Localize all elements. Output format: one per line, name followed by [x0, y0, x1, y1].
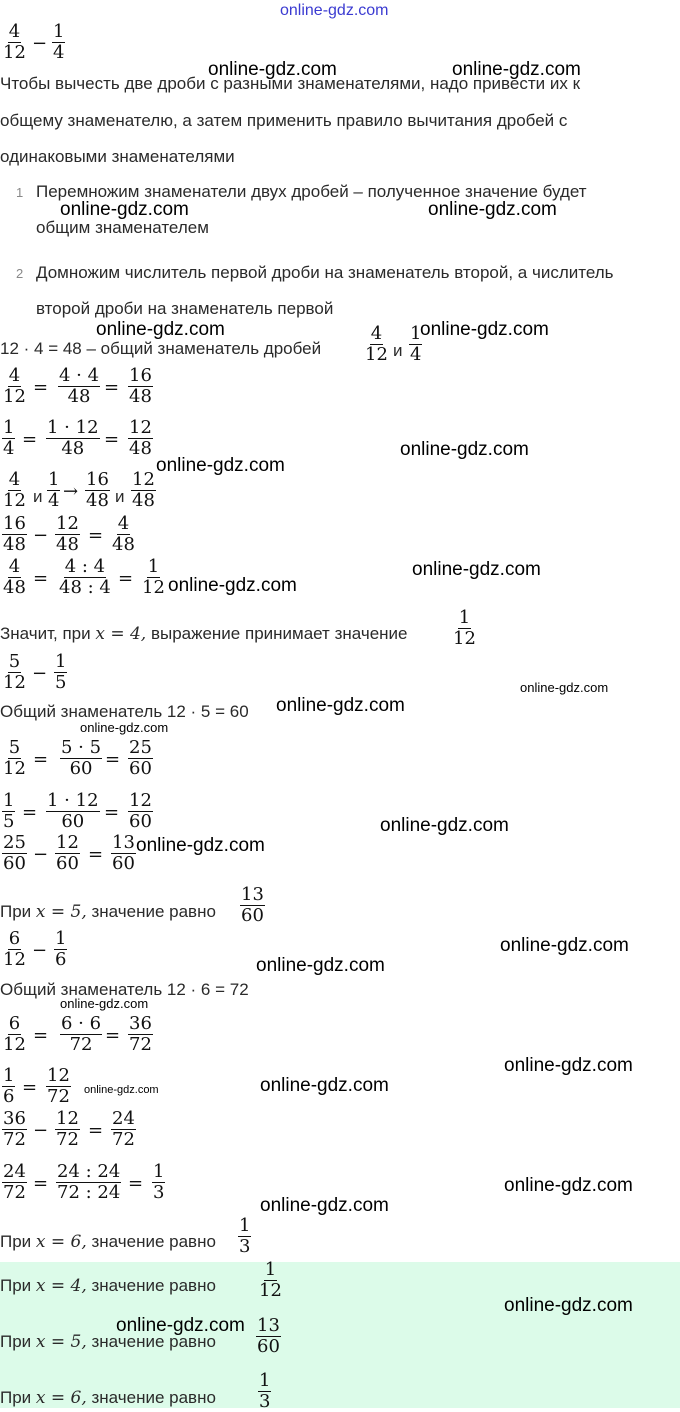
- watermark: online-gdz.com: [168, 575, 297, 596]
- equals-sign: =: [22, 1077, 38, 1098]
- fraction: 4 12: [3, 365, 26, 407]
- fraction: 1 4: [53, 21, 65, 63]
- equals-sign: =: [33, 1173, 49, 1194]
- fraction: 1 12: [453, 607, 476, 649]
- watermark: online-gdz.com: [504, 1055, 633, 1076]
- fraction: 1 12: [142, 556, 165, 598]
- watermark: online-gdz.com: [400, 439, 529, 460]
- fraction: 12 60: [129, 790, 152, 832]
- watermark: online-gdz.com: [412, 559, 541, 580]
- watermark: online-gdz.com: [116, 1315, 245, 1336]
- equals-sign: =: [105, 1025, 121, 1046]
- equals-sign: =: [33, 1025, 49, 1046]
- fraction: 12 48: [56, 513, 79, 555]
- fraction: 12 72: [47, 1065, 70, 1107]
- fraction: 1 · 12 48: [47, 417, 99, 459]
- fraction: 4 48: [112, 513, 135, 555]
- minus-sign: −: [32, 663, 48, 684]
- step-text: Перемножим знаменатели двух дробей – полученное значение будет: [36, 182, 587, 201]
- step-text: общим знаменателем: [36, 218, 209, 237]
- equals-sign: =: [104, 429, 120, 450]
- equals-sign: =: [33, 749, 49, 770]
- equals-sign: =: [118, 568, 134, 589]
- fraction: 16 48: [129, 365, 152, 407]
- watermark: online-gdz.com: [428, 199, 557, 220]
- fraction: 1 3: [259, 1370, 271, 1412]
- fraction: 1 5: [3, 790, 15, 832]
- fraction: 1 4: [3, 417, 15, 459]
- fraction: 13 60: [241, 884, 264, 926]
- answer-line: При x = 6, значение равно: [0, 1388, 216, 1408]
- fraction: 1 6: [55, 928, 67, 970]
- watermark: online-gdz.com: [60, 996, 149, 1011]
- equals-sign: =: [88, 525, 104, 546]
- watermark: online-gdz.com: [80, 720, 169, 735]
- step-text: Домножим числитель первой дроби на знаменатель второй, а числитель: [36, 263, 614, 282]
- watermark: online-gdz.com: [260, 1195, 389, 1216]
- equals-sign: =: [33, 377, 49, 398]
- fraction: 6 · 6 72: [61, 1013, 102, 1055]
- equals-sign: =: [105, 749, 121, 770]
- common-denominator-text: 12 · 4 = 48 – общий знаменатель дробей: [0, 339, 322, 358]
- fraction: 5 12: [3, 651, 26, 693]
- equals-sign: =: [33, 568, 49, 589]
- fraction: 4 : 4 48 : 4: [59, 556, 111, 598]
- fraction: 1 3: [239, 1215, 251, 1257]
- fraction: 4 · 4 48: [59, 365, 100, 407]
- fraction: 12 72: [56, 1108, 79, 1150]
- equals-sign: =: [22, 802, 38, 823]
- watermark: online-gdz.com: [504, 1175, 633, 1196]
- watermark: online-gdz.com: [420, 319, 549, 340]
- minus-sign: −: [33, 1120, 49, 1141]
- fraction: 5 · 5 60: [61, 737, 102, 779]
- common-denominator-text: Общий знаменатель 12 · 5 = 60: [0, 702, 249, 721]
- fraction: 12 48: [129, 417, 152, 459]
- fraction: 36 72: [129, 1013, 152, 1055]
- fraction: 1 5: [55, 651, 67, 693]
- equals-sign: =: [88, 844, 104, 865]
- fraction: 4 48: [3, 556, 26, 598]
- and-word: и: [33, 487, 43, 506]
- and-word: и: [115, 487, 125, 506]
- fraction: 6 12: [3, 1013, 26, 1055]
- watermark: online-gdz.com: [500, 935, 629, 956]
- equals-sign: =: [88, 1120, 104, 1141]
- intro-line-3: одинаковыми знаменателями: [0, 147, 235, 166]
- watermark: online-gdz.com: [84, 1084, 159, 1096]
- fraction: 1 6: [3, 1065, 15, 1107]
- fraction: 13 60: [257, 1315, 280, 1357]
- step-number: 1: [16, 185, 24, 200]
- fraction: 5 12: [3, 737, 26, 779]
- equals-sign: =: [22, 429, 38, 450]
- watermark: online-gdz.com: [256, 955, 385, 976]
- minus-sign: −: [33, 525, 49, 546]
- minus-sign: −: [33, 844, 49, 865]
- minus-sign: −: [32, 33, 48, 54]
- fraction: 4 12: [365, 323, 388, 365]
- conclusion-text: Значит, при x = 4, выражение принимает значение: [0, 624, 408, 644]
- watermark: online-gdz.com: [380, 815, 509, 836]
- watermark: online-gdz.com: [136, 835, 265, 856]
- fraction: 25 60: [3, 832, 26, 874]
- fraction: 1 12: [259, 1259, 282, 1301]
- watermark: online-gdz.com: [60, 199, 189, 220]
- intro-line-1: Чтобы вычесть две дроби с разными знаменателями, надо привести их к: [0, 74, 581, 93]
- watermark-top: online-gdz.com: [280, 2, 389, 19]
- fraction: 6 12: [3, 928, 26, 970]
- answer-line: При x = 4, значение равно: [0, 1276, 216, 1296]
- watermark: online-gdz.com: [156, 455, 285, 476]
- answer-line: При x = 5, значение равно: [0, 1332, 216, 1352]
- equals-sign: =: [104, 802, 120, 823]
- watermark: online-gdz.com: [208, 59, 337, 80]
- and-word: и: [393, 341, 403, 360]
- watermark: online-gdz.com: [520, 680, 609, 695]
- fraction: 36 72: [3, 1108, 26, 1150]
- fraction: 16 48: [86, 469, 109, 511]
- step-number: 2: [16, 266, 24, 281]
- result-text: При x = 5, значение равно: [0, 902, 216, 922]
- fraction: 4 12: [3, 21, 26, 63]
- fraction: 1 4: [48, 469, 60, 511]
- fraction: 12 60: [56, 832, 79, 874]
- watermark: online-gdz.com: [504, 1295, 633, 1316]
- equals-sign: =: [104, 377, 120, 398]
- step-text: второй дроби на знаменатель первой: [36, 299, 334, 318]
- common-denominator-text: Общий знаменатель 12 · 6 = 72: [0, 980, 249, 999]
- fraction: 16 48: [3, 513, 26, 555]
- fraction: 1 3: [153, 1161, 165, 1203]
- fraction: 4 12: [3, 469, 26, 511]
- fraction: 12 48: [132, 469, 155, 511]
- fraction: 24 72: [3, 1161, 26, 1203]
- fraction: 24 : 24 72 : 24: [57, 1161, 121, 1203]
- fraction: 24 72: [112, 1108, 135, 1150]
- watermark: online-gdz.com: [96, 319, 225, 340]
- watermark: online-gdz.com: [452, 59, 581, 80]
- watermark: online-gdz.com: [276, 695, 405, 716]
- result-text: При x = 6, значение равно: [0, 1232, 216, 1252]
- arrow-icon: →: [63, 481, 79, 502]
- minus-sign: −: [32, 940, 48, 961]
- intro-line-2: общему знаменателю, а затем применить правило вычитания дробей с: [0, 111, 568, 130]
- fraction: 1 4: [410, 323, 422, 365]
- fraction: 13 60: [112, 832, 135, 874]
- fraction: 1 · 12 60: [47, 790, 99, 832]
- fraction: 25 60: [129, 737, 152, 779]
- equals-sign: =: [128, 1173, 144, 1194]
- watermark: online-gdz.com: [260, 1075, 389, 1096]
